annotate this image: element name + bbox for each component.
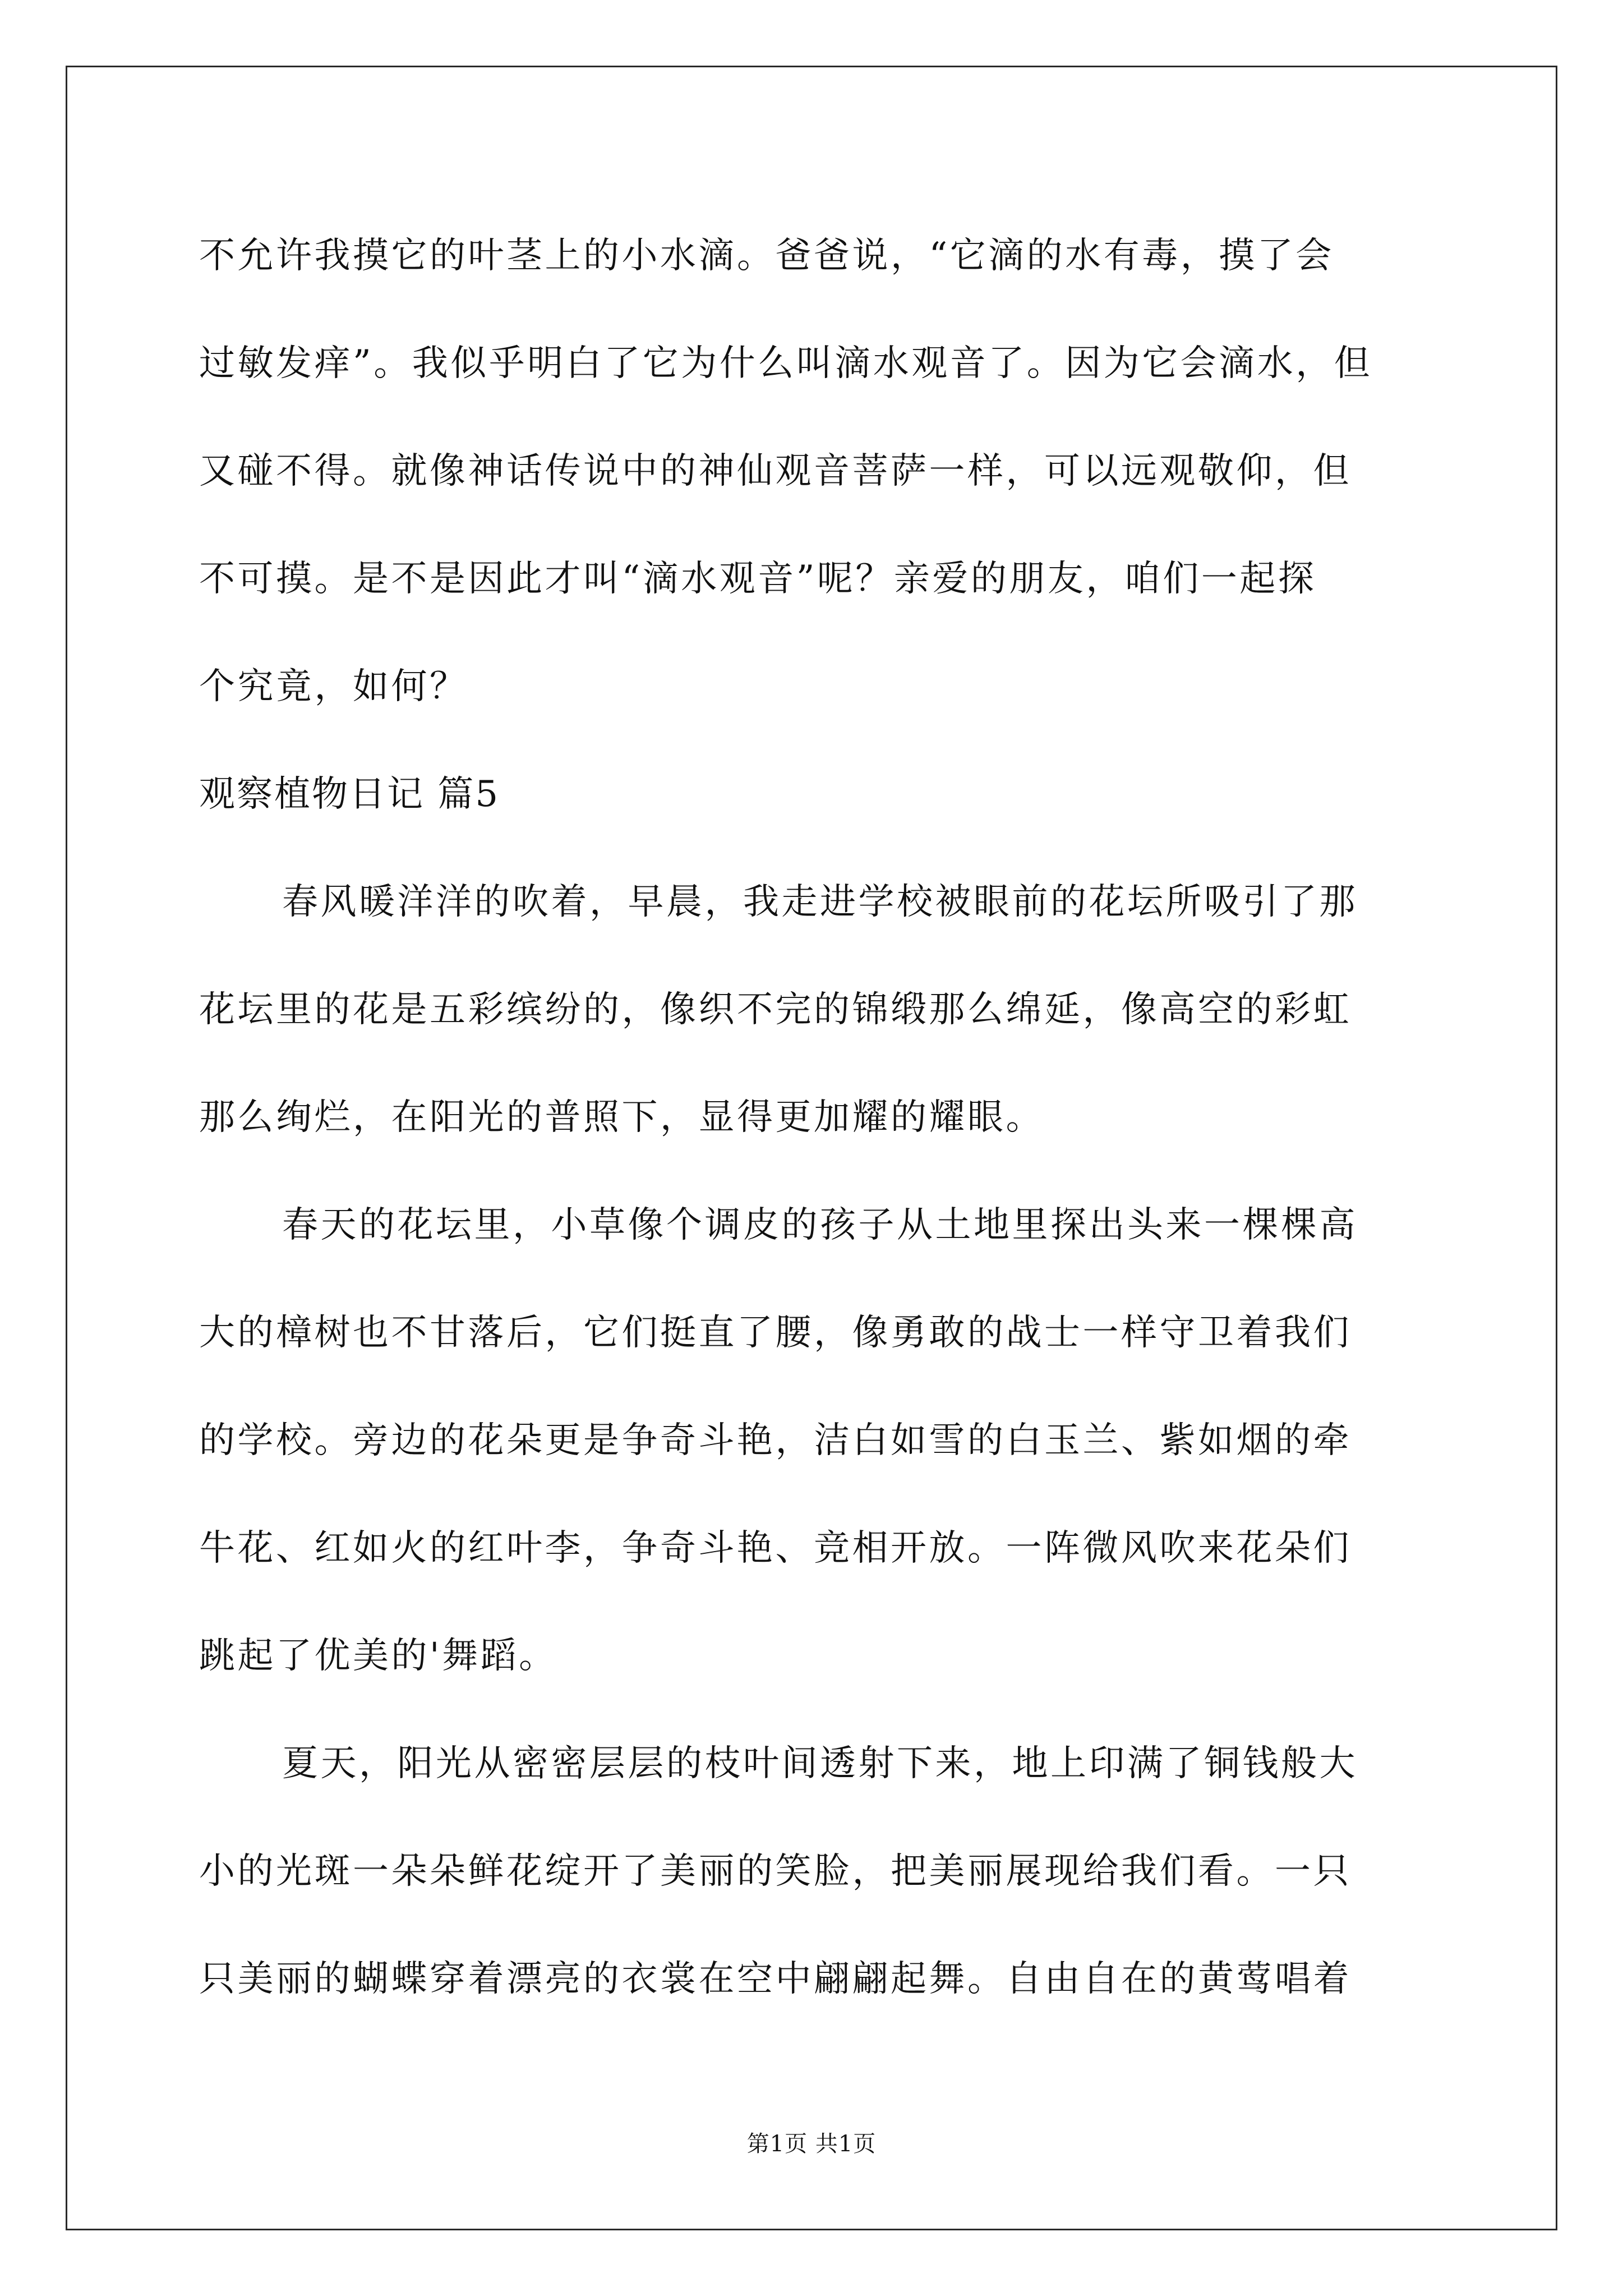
document-body [199, 202, 1424, 2033]
text-line: 春天的花坛里，小草像个调皮的孩子从土地里探出头来一棵棵高 [282, 1204, 1358, 1246]
section-heading: 观察植物日记 篇5 [199, 774, 500, 815]
text-line: 个究竟，如何？ [199, 666, 468, 707]
text-line: 春风暖洋洋的吹着，早晨，我走进学校被眼前的花坛所吸引了那 [282, 881, 1358, 923]
text-line: 小的光斑一朵朵鲜花绽开了美丽的笑脸，把美丽展现给我们看。一只 [199, 1851, 1352, 1892]
paragraph-summer [199, 1710, 1424, 2033]
page-number-footer: 第1页 共1页 [746, 2131, 877, 2157]
text-line: 牛花、红如火的红叶李，争奇斗艳、竞相开放。一阵微风吹来花朵们 [199, 1527, 1352, 1569]
text-line: 不允许我摸它的叶茎上的小水滴。爸爸说，“它滴的水有毒，摸了会 [199, 235, 1334, 277]
text-line: 又碰不得。就像神话传说中的神仙观音菩萨一样，可以远观敬仰，但 [199, 450, 1352, 492]
text-line: 夏天，阳光从密密层层的枝叶间透射下来，地上印满了铜钱般大 [282, 1743, 1358, 1784]
text-line: 跳起了优美的'舞蹈。 [199, 1635, 557, 1677]
continued-paragraph [199, 202, 1424, 740]
text-line: 不可摸。是不是因此才叫“滴水观音”呢？亲爱的朋友，咱们一起探 [199, 558, 1317, 600]
paragraph-spring-garden [199, 1171, 1424, 1710]
text-line: 只美丽的蝴蝶穿着漂亮的衣裳在空中翩翩起舞。自由自在的黄莺唱着 [199, 1958, 1352, 2000]
text-line: 大的樟树也不甘落后，它们挺直了腰，像勇敢的战士一样守卫着我们 [199, 1312, 1352, 1354]
text-line: 那么绚烂，在阳光的普照下，显得更加耀的耀眼。 [199, 1097, 1044, 1138]
text-line: 花坛里的花是五彩缤纷的，像织不完的锦缎那么绵延，像高空的彩虹 [199, 989, 1352, 1030]
text-line: 过敏发痒”。我似乎明白了它为什么叫滴水观音了。因为它会滴水，但 [199, 343, 1373, 384]
text-line: 的学校。旁边的花朵更是争奇斗艳，洁白如雪的白玉兰、紫如烟的牵 [199, 1420, 1352, 1461]
paragraph-spring-flowers [199, 848, 1424, 1171]
